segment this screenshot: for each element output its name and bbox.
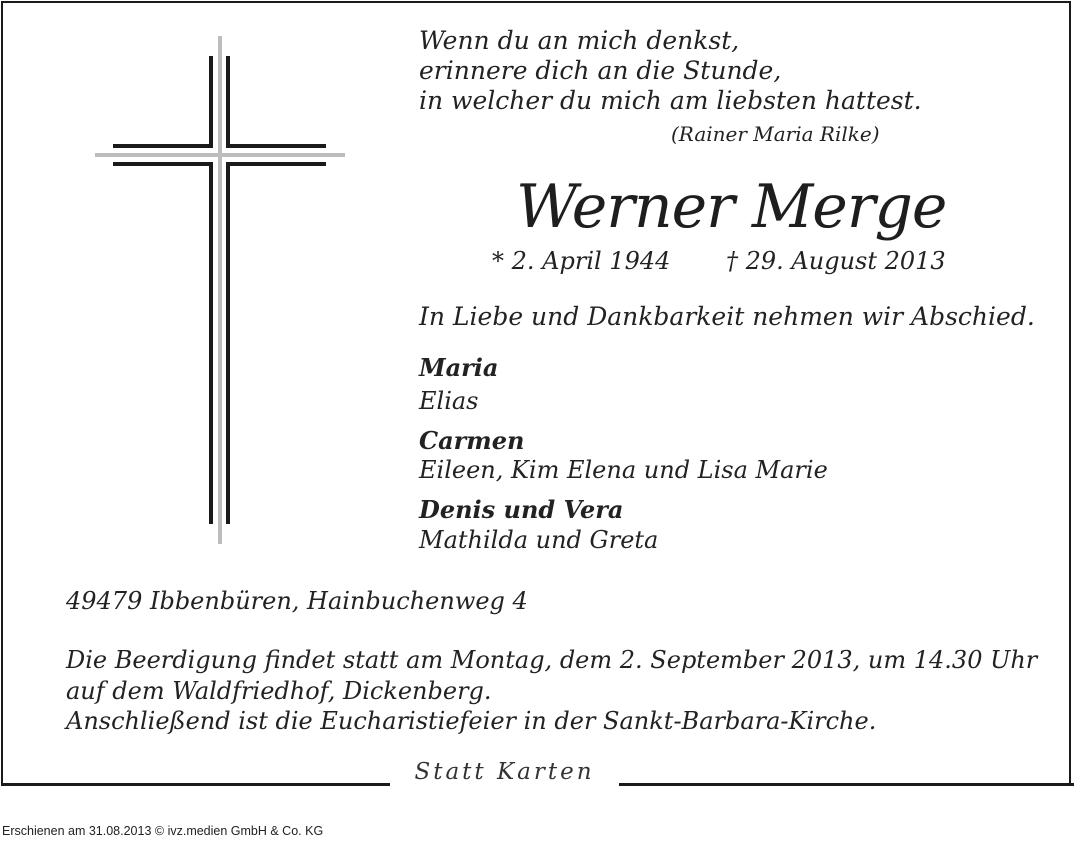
farewell-text: In Liebe und Dankbarkeit nehmen wir Abschied. [419,302,1035,331]
family-members-carmen: Eileen, Kim Elena und Lisa Marie [419,456,828,484]
poem-line: in welcher du mich am liebsten hattest. [419,86,922,115]
family-head-carmen: Carmen [419,426,525,455]
family-head-maria: Maria [419,353,499,382]
burial-line: Die Beerdigung findet statt am Montag, dem 2. September 2013, um 14.30 Uhr [66,646,1038,674]
publication-credit: Erschienen am 31.08.2013 © ivz.medien GmbH & Co. KG [2,824,324,838]
burial-line: Anschließend ist die Eucharistiefeier in der Sankt-Barbara-Kirche. [66,707,877,735]
family-head-denis-vera: Denis und Vera [419,495,624,524]
birth-date: * 2. April 1944 [492,247,671,275]
burial-line: auf dem Waldfriedhof, Dickenberg. [66,676,492,705]
poem-author: (Rainer Maria Rilke) [671,122,880,146]
deceased-name: Werner Merge [516,172,947,242]
family-members-denis-vera: Mathilda und Greta [419,526,659,554]
poem-line: Wenn du an mich denkst, [419,26,740,55]
burial-info [66,645,1037,737]
family-members-maria: Elias [419,387,479,415]
poem-line: erinnere dich an die Stunde, [419,56,782,85]
statt-karten-label: Statt Karten [414,759,595,785]
address: 49479 Ibbenbüren, Hainbuchenweg 4 [66,587,528,615]
death-date: † 29. August 2013 [726,247,946,275]
poem [419,26,922,116]
